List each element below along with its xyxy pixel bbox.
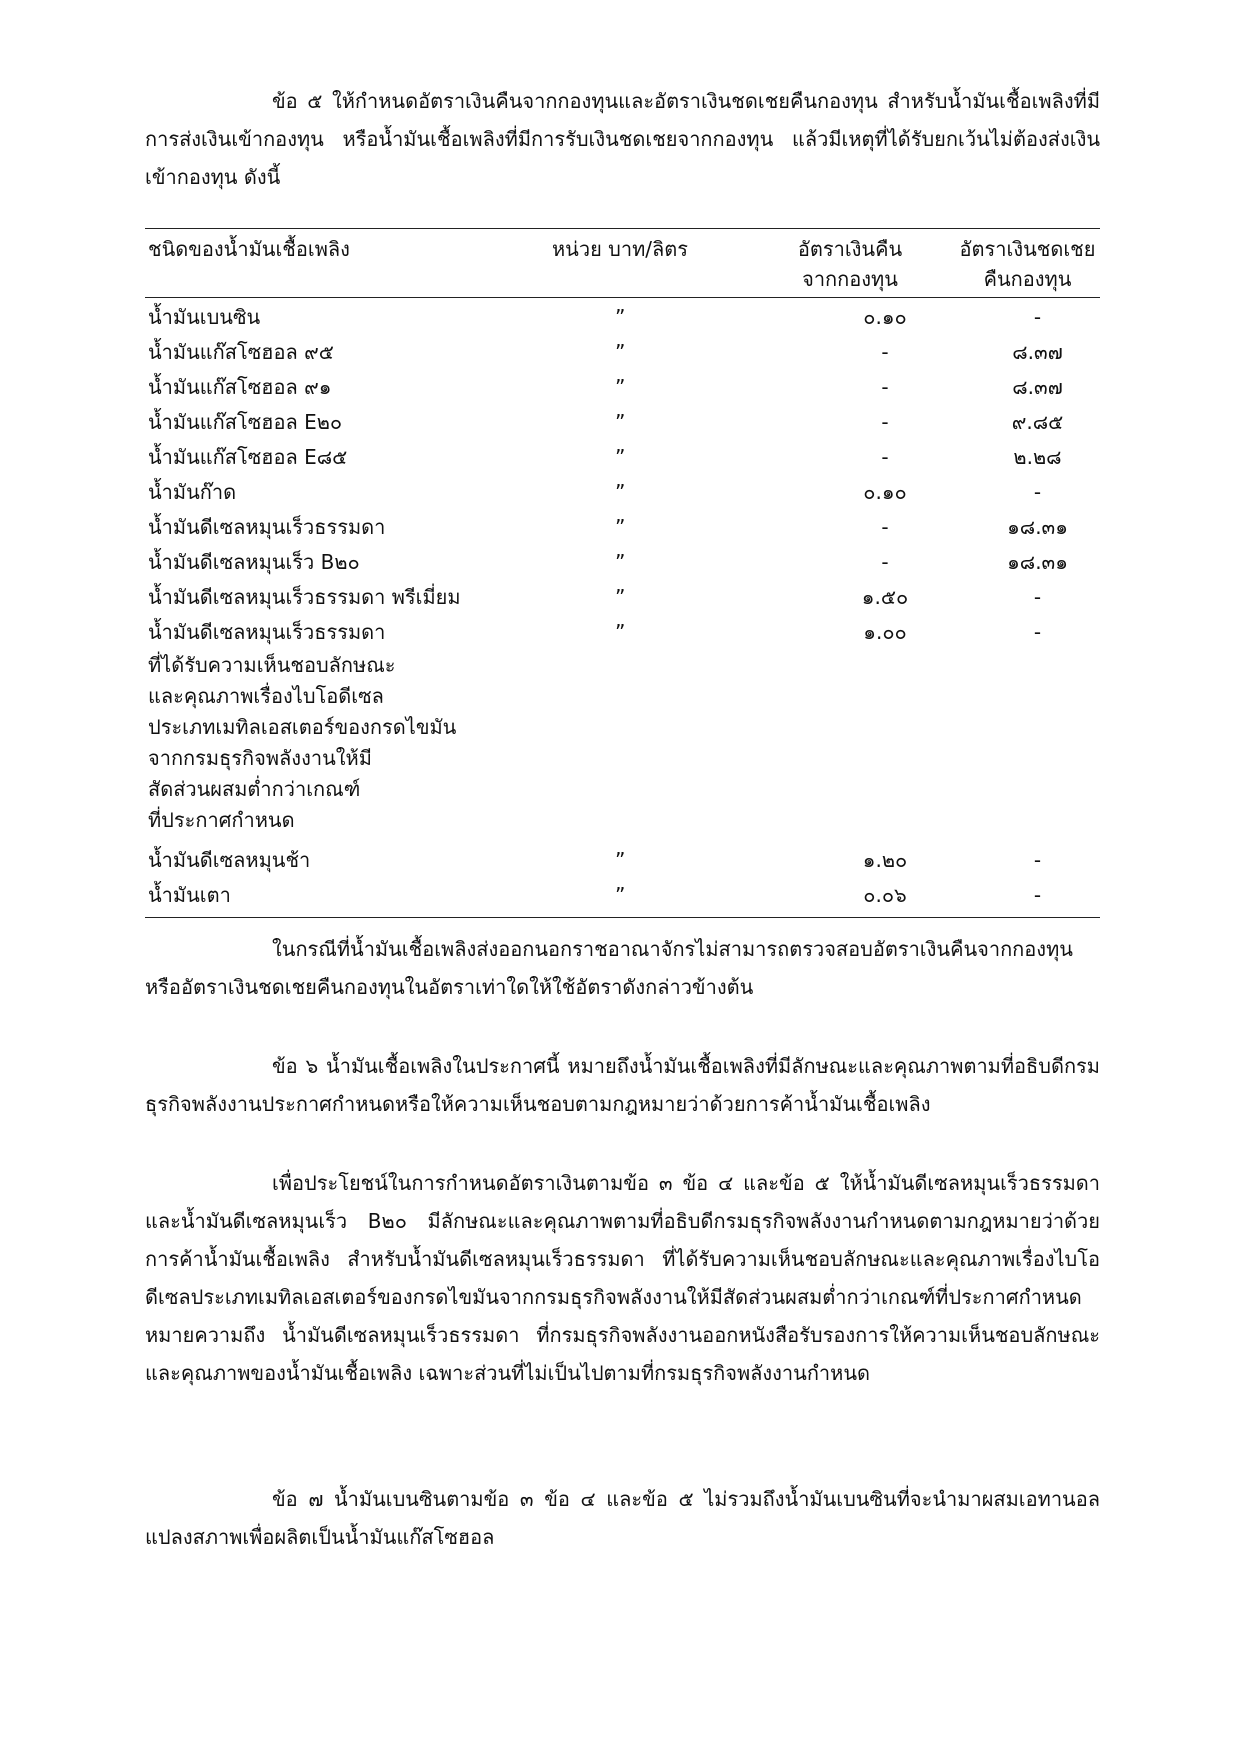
unit-ditto: ”: [615, 480, 626, 504]
compensation-rate: -: [1033, 305, 1042, 329]
table-row: [145, 878, 1100, 913]
compensation-rate: ๘.๓๗: [1012, 375, 1063, 399]
table-top-rule: [145, 228, 1100, 229]
table-row: [145, 405, 1100, 440]
unit-ditto: ”: [615, 550, 626, 574]
table-row: [145, 580, 1100, 615]
clause6-paragraph: ข้อ ๖ น้ำมันเชื้อเพลิงในประกาศนี้ หมายถึงน้ำมันเชื้อเพลิงที่มีลักษณะและคุณภาพตามที่อธิบดีกรมธุรกิจพลังงานประกาศกำหนดหรือให้ความเห็นชอบตามกฎหมายว่าด้วยการค้าน้ำมันเชื้อเพลิง: [145, 1054, 1100, 1116]
fuel-name: น้ำมันแก๊สโซฮอล ๙๕: [148, 340, 334, 364]
refund-rate: ๐.๐๖: [863, 883, 907, 907]
compensation-rate: -: [1033, 620, 1042, 644]
header-refund-line2: จากกองทุน: [802, 267, 898, 291]
clause6-purpose-paragraph: เพื่อประโยชน์ในการกำหนดอัตราเงินตามข้อ ๓ ข้อ ๔ และข้อ ๕ ให้น้ำมันดีเซลหมุนเร็วธรรมดา และน้ำมันดีเซลหมุนเร็ว B๒๐ มีลักษณะและคุณภาพตามที่อธิบดีกรมธุรกิจพลังงานกำหนดตามกฎหมายว่าด้วยการค้าน้ำมันเชื้อเพลิง สำหรับน้ำมันดีเซลหมุนเร็วธรรมดา ที่ได้รับความเห็นชอบลักษณะและคุณภาพเรื่องไบโอดีเซลประเภทเมทิลเอสเตอร์ของกรดไขมันจากกรมธุรกิจพลังงานให้มีสัดส่วนผสมต่ำกว่าเกณฑ์ที่ประกาศกำหนด หมายความถึง น้ำมันดีเซลหมุนเร็วธรรมดา ที่กรมธุรกิจพลังงานออกหนังสือรับรองการให้ความเห็นชอบลักษณะและคุณภาพของน้ำมันเชื้อเพลิง เฉพาะส่วนที่ไม่เป็นไปตามที่กรมธุรกิจพลังงานกำหนด: [145, 1171, 1100, 1385]
fuel-name: น้ำมันแก๊สโซฮอล ๙๑: [148, 375, 332, 399]
table-row: [145, 475, 1100, 510]
fuel-name: น้ำมันเบนซิน: [148, 305, 261, 329]
refund-rate: -: [881, 375, 889, 399]
compensation-rate: ๙.๘๕: [1011, 410, 1064, 434]
table-row: [145, 335, 1100, 370]
diesel-note-line: จากกรมธุรกิจพลังงานให้มี: [148, 746, 372, 770]
unit-ditto: ”: [615, 620, 626, 644]
refund-rate: -: [881, 445, 889, 469]
unit-ditto: ”: [615, 883, 626, 907]
clause7-paragraph: ข้อ ๗ น้ำมันเบนซินตามข้อ ๓ ข้อ ๔ และข้อ ๕ ไม่รวมถึงน้ำมันเบนซินที่จะนำมาผสมเอทานอลแปลงสภาพเพื่อผลิตเป็นน้ำมันแก๊สโซฮอล: [145, 1487, 1100, 1549]
header-compensation-line2: คืนกองทุน: [983, 267, 1072, 291]
fuel-name: น้ำมันดีเซลหมุนเร็วธรรมดา พรีเมี่ยม: [148, 585, 461, 609]
fuel-name: น้ำมันเตา: [148, 883, 231, 907]
export-paragraph: ในกรณีที่น้ำมันเชื้อเพลิงส่งออกนอกราชอาณาจักรไม่สามารถตรวจสอบอัตราเงินคืนจากกองทุนหรืออัตราเงินชดเชยคืนกองทุนในอัตราเท่าใดให้ใช้อัตราดังกล่าวข้างต้น: [145, 937, 1073, 999]
diesel-note-line: และคุณภาพเรื่องไบโอดีเซล: [148, 684, 384, 708]
unit-ditto: ”: [615, 445, 626, 469]
header-refund-line1: อัตราเงินคืน: [797, 237, 903, 261]
fuel-name: น้ำมันดีเซลหมุนเร็ว B๒๐: [148, 550, 360, 574]
fuel-name: น้ำมันดีเซลหมุนช้า: [148, 848, 311, 872]
unit-ditto: ”: [615, 515, 626, 539]
table-row: [145, 440, 1100, 475]
diesel-note-line: สัดส่วนผสมต่ำกว่าเกณฑ์: [148, 777, 361, 801]
table-bottom-rule: [145, 917, 1100, 918]
diesel-note-line: ประเภทเมทิลเอสเตอร์ของกรดไขมัน: [148, 715, 457, 739]
table-row: [145, 545, 1100, 580]
header-fuel-type: ชนิดของน้ำมันเชื้อเพลิง: [148, 237, 350, 261]
compensation-rate: ๘.๓๗: [1012, 340, 1063, 364]
compensation-rate: -: [1033, 883, 1042, 907]
fuel-name: น้ำมันก๊าด: [148, 480, 237, 504]
unit-ditto: ”: [615, 375, 626, 399]
unit-ditto: ”: [615, 585, 626, 609]
table-row: [145, 615, 1100, 650]
compensation-rate: -: [1033, 480, 1042, 504]
table-row: [145, 510, 1100, 545]
fuel-name: น้ำมันดีเซลหมุนเร็วธรรมดา: [148, 620, 386, 644]
refund-rate: -: [881, 515, 889, 539]
fuel-name: น้ำมันแก๊สโซฮอล E๘๕: [148, 445, 348, 469]
refund-rate: ๐.๑๐: [863, 305, 907, 329]
table-row: [145, 370, 1100, 405]
refund-rate: ๐.๑๐: [863, 480, 907, 504]
header-unit: หน่วย บาท/ลิตร: [552, 237, 688, 261]
compensation-rate: -: [1033, 848, 1042, 872]
unit-ditto: ”: [615, 410, 626, 434]
unit-ditto: ”: [615, 340, 626, 364]
table-row: [145, 300, 1100, 335]
refund-rate: ๑.๐๐: [863, 620, 907, 644]
compensation-rate: -: [1033, 585, 1042, 609]
compensation-rate: ๑๘.๓๑: [1007, 515, 1068, 539]
diesel-note-line: ที่ประกาศกำหนด: [148, 808, 295, 832]
header-compensation-line1: อัตราเงินชดเชย: [959, 237, 1096, 261]
unit-ditto: ”: [615, 848, 626, 872]
clause5-intro: ข้อ ๕ ให้กำหนดอัตราเงินคืนจากกองทุนและอัตราเงินชดเชยคืนกองทุน สำหรับน้ำมันเชื้อเพลิงที่มีการส่งเงินเข้ากองทุน หรือน้ำมันเชื้อเพลิงที่มีการรับเงินชดเชยจากกองทุน แล้วมีเหตุที่ได้รับยกเว้นไม่ต้องส่งเงินเข้ากองทุน ดังนี้: [145, 89, 1100, 189]
unit-ditto: ”: [615, 305, 626, 329]
refund-rate: -: [881, 550, 889, 574]
refund-rate: -: [881, 340, 889, 364]
diesel-note-line: ที่ได้รับความเห็นชอบลักษณะ: [148, 653, 396, 677]
refund-rate: ๑.๒๐: [862, 848, 908, 872]
fuel-name: น้ำมันดีเซลหมุนเร็วธรรมดา: [148, 515, 386, 539]
header-bottom-rule: [145, 297, 1100, 298]
table-row: [145, 843, 1100, 878]
refund-rate: ๑.๕๐: [861, 585, 909, 609]
refund-rate: -: [881, 410, 889, 434]
fuel-name: น้ำมันแก๊สโซฮอล E๒๐: [148, 410, 343, 434]
compensation-rate: ๑๘.๓๑: [1007, 550, 1068, 574]
compensation-rate: ๒.๒๘: [1013, 445, 1062, 469]
